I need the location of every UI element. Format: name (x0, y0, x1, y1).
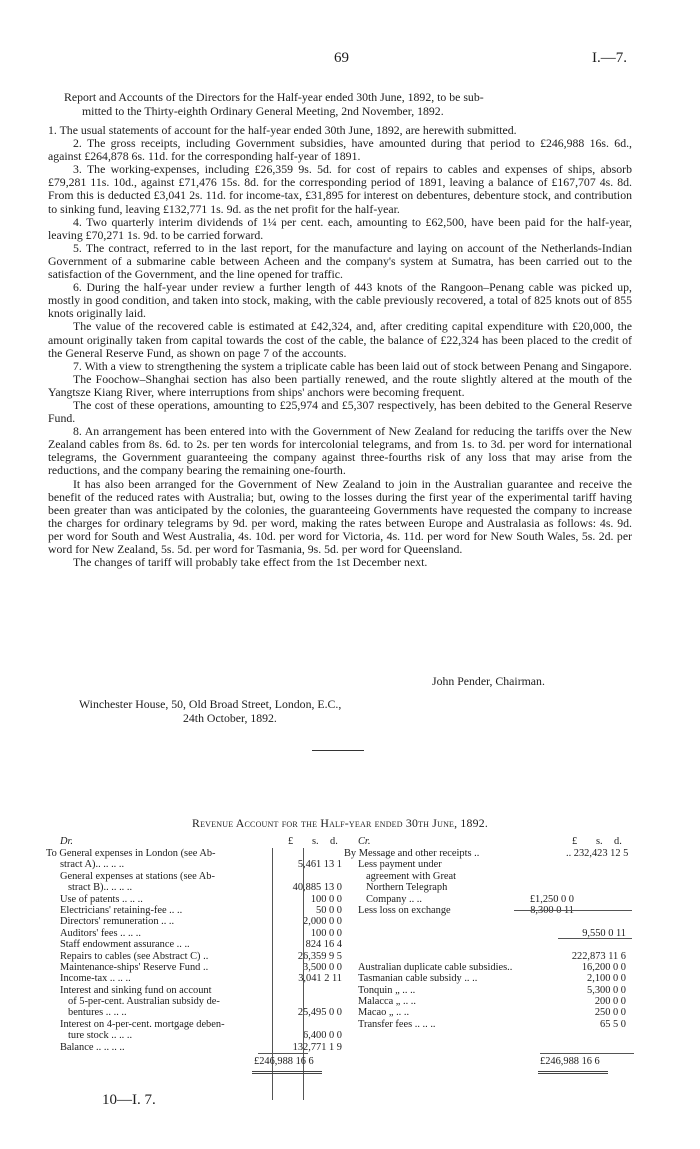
debit-row (46, 871, 346, 882)
credit-side (344, 836, 634, 1030)
debit-amount: 3,041 2 11 (298, 973, 342, 985)
report-title (64, 90, 636, 118)
debit-amount: 25,495 0 0 (297, 1007, 342, 1019)
debit-rows (46, 848, 346, 1053)
credit-amount: 200 0 0 (594, 996, 626, 1008)
debit-item: Repairs to cables (see Abstract C) .. (60, 950, 209, 962)
debit-item: Maintenance-ships' Reserve Fund .. (60, 961, 209, 973)
paragraph: The Foochow–Shanghai section has also been partially renewed, and the route slightly altered at the mouth of the Yangtsze Kiang River, where interruptions from ships' anchors were becoming frequent. (48, 371, 632, 399)
debit-row (46, 996, 346, 1007)
credit-subamount: 8,300 0 11 (530, 904, 574, 916)
debit-item: Interest and sinking fund on account (60, 984, 212, 996)
debit-row (46, 939, 346, 950)
debit-amount: 2,000 0 0 (303, 916, 342, 928)
debit-item: Auditors' fees .. .. .. (60, 927, 141, 939)
debit-row (46, 1007, 346, 1018)
debit-item: To General expenses in London (see Ab- (46, 848, 216, 859)
credit-amount: 250 0 0 (594, 1007, 626, 1019)
credit-row (344, 939, 634, 950)
debit-item: of 5-per-cent. Australian subsidy de- (68, 996, 220, 1008)
paragraph: 4. Two quarterly interim dividends of 1¼ per cent. each, amounting to £62,500, have been paid for the half-year, leaving £70,271 1s. 9d. to be carried forward. (48, 214, 632, 242)
credit-row (344, 985, 634, 996)
credit-row (344, 962, 634, 973)
debit-row (46, 985, 346, 996)
signature: John Pender, Chairman. (432, 674, 545, 688)
paragraph: 2. The gross receipts, including Government subsidies, have amounted during that period to £246,988 16s. 6d., against £264,878 6s. 11d. for the corresponding half-year of 1891. (48, 136, 632, 164)
debit-total-underline (252, 1071, 322, 1074)
debit-total: £246,988 16 6 (254, 1056, 314, 1067)
debit-amount: 40,885 13 0 (292, 882, 342, 894)
credit-item: Tasmanian cable subsidy .. .. (358, 973, 478, 985)
unit-shillings: s. (312, 836, 319, 847)
debit-row (46, 905, 346, 916)
debit-item: bentures .. .. .. (68, 1007, 127, 1019)
credit-item: Less loss on exchange (358, 904, 451, 916)
debit-row (46, 882, 346, 893)
debit-amount: 100 0 0 (310, 893, 342, 905)
paragraph: 8. An arrangement has been entered into with the Government of New Zealand for reducing the tariffs over the New Zealand cables from 8s. 6d. to 2s. per ten words for intercolonial telegrams, and from 1s. to 3d. per word for international telegrams, the Government guaranteeing the company against three-fourths risk of any loss that may arise from the reductions, and the company bearing the remaining one-fourth. (48, 424, 632, 478)
debit-item: General expenses at stations (see Ab- (60, 870, 215, 882)
debit-amount: 50 0 0 (316, 904, 342, 916)
credit-total-underline (538, 1071, 608, 1074)
address: Winchester House, 50, Old Broad Street, London, E.C., (79, 697, 342, 711)
credit-row (344, 973, 634, 984)
credit-item: Northern Telegraph (366, 882, 448, 894)
credit-amount: 2,100 0 0 (587, 973, 626, 985)
credit-subtotal-rule (514, 910, 632, 911)
debit-item: stract A).. .. .. .. (60, 859, 125, 871)
debit-amount: 824 16 4 (305, 939, 342, 951)
credit-rows (344, 848, 634, 1030)
credit-item: Tonquin „ .. .. (358, 984, 416, 996)
credit-item: agreement with Great (366, 870, 457, 882)
credit-item: Malacca „ .. .. (358, 996, 416, 1008)
credit-item: Transfer fees .. .. .. (358, 1018, 436, 1030)
debit-item: Balance .. .. .. .. (60, 1041, 125, 1053)
debit-amount: 5,461 13 1 (297, 859, 342, 871)
debit-amount: 26,359 9 5 (297, 950, 342, 962)
unit-pence: d. (330, 836, 338, 847)
paragraph: 3. The working-expenses, including £26,359 9s. 5d. for cost of repairs to cables and expenses of ships, absorb £79,281 11s. 10d., against £71,476 15s. 8d. for the corresponding period of 1891, leaving a balance of £167,707 4s. 8d. From this is deducted £3,041 2s. 11d. for income-tax, £31,895 for interest on debentures, debenture stock, and contribution to sinking fund, leaving £132,771 1s. 9d. as the net profit for the half-year. (48, 162, 632, 216)
paragraph: 6. During the half-year under review a further length of 443 knots of the Rangoon–Penang cable was picked up, mostly in good condition, and taken into stock, making, with the cable previously recovered, a total of 825 knots out of 855 knots originally laid. (48, 280, 632, 321)
credit-amount: 65 5 0 (600, 1018, 626, 1030)
report-body (48, 124, 632, 569)
credit-row (344, 894, 634, 905)
credit-row (344, 859, 634, 870)
unit-shillings: s. (596, 836, 603, 847)
unit-pounds: £ (572, 836, 578, 847)
paragraph: It has also been arranged for the Government of New Zealand to join in the Australian guarantee and receive the benefit of the reduced rates with Australia; but, owing to the losses during the first year of the experimental tariff having been greater than was anticipated by the colonies, the guaranteeing Governments have requested the company to increase the charges for ordinary telegrams by 9d. per word, making the rates between Europe and Australasia as follows: 4s. 9d. per word for South and West Australia, 4s. 10d. per word for Victoria, 4s. 11d. per word for New South Wales, 5s. 2d. per word for New Zealand, 5s. 5d. per word for Tasmania, 9s. 5d. per word for Queensland. (48, 476, 632, 556)
credit-amount: 5,300 0 0 (587, 984, 626, 996)
credit-item: Australian duplicate cable subsidies.. (358, 961, 513, 973)
debit-item: Staff endowment assurance .. .. (60, 939, 190, 951)
debit-row (46, 1030, 346, 1041)
debit-row (46, 973, 346, 984)
credit-amount: 16,200 0 0 (581, 961, 626, 973)
debit-row (46, 962, 346, 973)
debit-amount: 132,771 1 9 (292, 1041, 342, 1053)
credit-row (344, 951, 634, 962)
debit-item: Electricians' retaining-fee .. .. (60, 904, 183, 916)
debit-side (46, 836, 346, 1053)
report-title-line1: Report and Accounts of the Directors for the Half-year ended 30th June, 1892, to be sub- (64, 90, 484, 104)
debit-row (46, 928, 346, 939)
credit-row (344, 996, 634, 1007)
debit-amount: 6,400 0 0 (303, 1030, 342, 1042)
paragraph: The changes of tariff will probably take effect from the 1st December next. (73, 555, 428, 570)
debit-row (46, 894, 346, 905)
debit-item: Income-tax .. .. .. (60, 973, 131, 985)
debit-row (46, 859, 346, 870)
debit-item: ture stock .. .. .. (68, 1030, 133, 1042)
debit-row (46, 848, 346, 859)
debit-header (46, 836, 346, 848)
dr-label: Dr. (60, 836, 73, 847)
credit-amount: .. 232,423 12 5 (566, 848, 629, 859)
debit-item: Use of patents .. .. .. (60, 893, 143, 905)
debit-row (46, 951, 346, 962)
debit-row (46, 916, 346, 927)
credit-row (344, 916, 634, 927)
credit-row (344, 871, 634, 882)
credit-item: By Message and other receipts .. (344, 848, 480, 859)
debit-item: stract B).. .. .. .. (68, 882, 133, 894)
account-title: Revenue Account for the Half-year ended 30th June, 1892. (192, 816, 488, 830)
paragraph: 7. With a view to strengthening the system a triplicate cable has been laid out of stock between Penang and Singapore. (73, 358, 632, 373)
document-reference: I.—7. (592, 50, 627, 66)
address-date: 24th October, 1892. (183, 711, 277, 725)
footer-reference: 10—I. 7. (102, 1092, 156, 1108)
debit-amount: 100 0 0 (310, 927, 342, 939)
cr-label: Cr. (358, 836, 371, 847)
section-divider (312, 750, 364, 751)
debit-item: Interest on 4-per-cent. mortgage deben- (60, 1018, 225, 1030)
credit-total-rule (540, 1053, 634, 1054)
paragraph: The value of the recovered cable is estimated at £42,324, and, after crediting capital expenditure with £20,000, the amount originally taken from capital towards the cost of the cable, the balance of £22,324 has been placed to the credit of the General Reserve Fund, as shown on page 7 of the accounts. (48, 319, 632, 360)
paragraph: 1. The usual statements of account for the half-year ended 30th June, 1892, are herewith submitted. (48, 123, 517, 137)
credit-subtotal-rule-2 (558, 938, 632, 939)
credit-row (344, 848, 634, 859)
credit-header (344, 836, 634, 848)
debit-amount: 3,500 0 0 (303, 961, 342, 973)
page-number: 69 (334, 50, 349, 66)
unit-pounds: £ (288, 836, 294, 847)
debit-row (46, 1042, 346, 1053)
credit-amount: 9,550 0 11 (582, 927, 626, 939)
credit-subamount: £1,250 0 0 (529, 893, 574, 905)
credit-item: Company .. .. (366, 893, 422, 905)
credit-total: £246,988 16 6 (540, 1056, 600, 1067)
paragraph: 5. The contract, referred to in the last report, for the manufacture and laying on account of the Netherlands-Indian Government of a submarine cable between Acheen and the company's system at Sumatra, has been carried out to the satisfaction of the Government, and the line opened for traffic. (48, 240, 632, 282)
report-title-line2: mitted to the Thirty-eighth Ordinary General Meeting, 2nd November, 1892. (82, 104, 444, 118)
debit-item: Directors' remuneration .. .. (60, 916, 175, 928)
credit-row (344, 1019, 634, 1030)
credit-amount: 222,873 11 6 (571, 950, 626, 962)
credit-item: Less payment under (358, 859, 442, 871)
debit-total-rule (258, 1053, 308, 1054)
credit-row (344, 882, 634, 893)
debit-row (46, 1019, 346, 1030)
paragraph: The cost of these operations, amounting to £25,974 and £5,307 respectively, has been debited to the General Reserve Fund. (48, 397, 632, 426)
credit-row (344, 1007, 634, 1018)
credit-item: Macao „ .. .. (358, 1007, 410, 1019)
unit-pence: d. (614, 836, 622, 847)
